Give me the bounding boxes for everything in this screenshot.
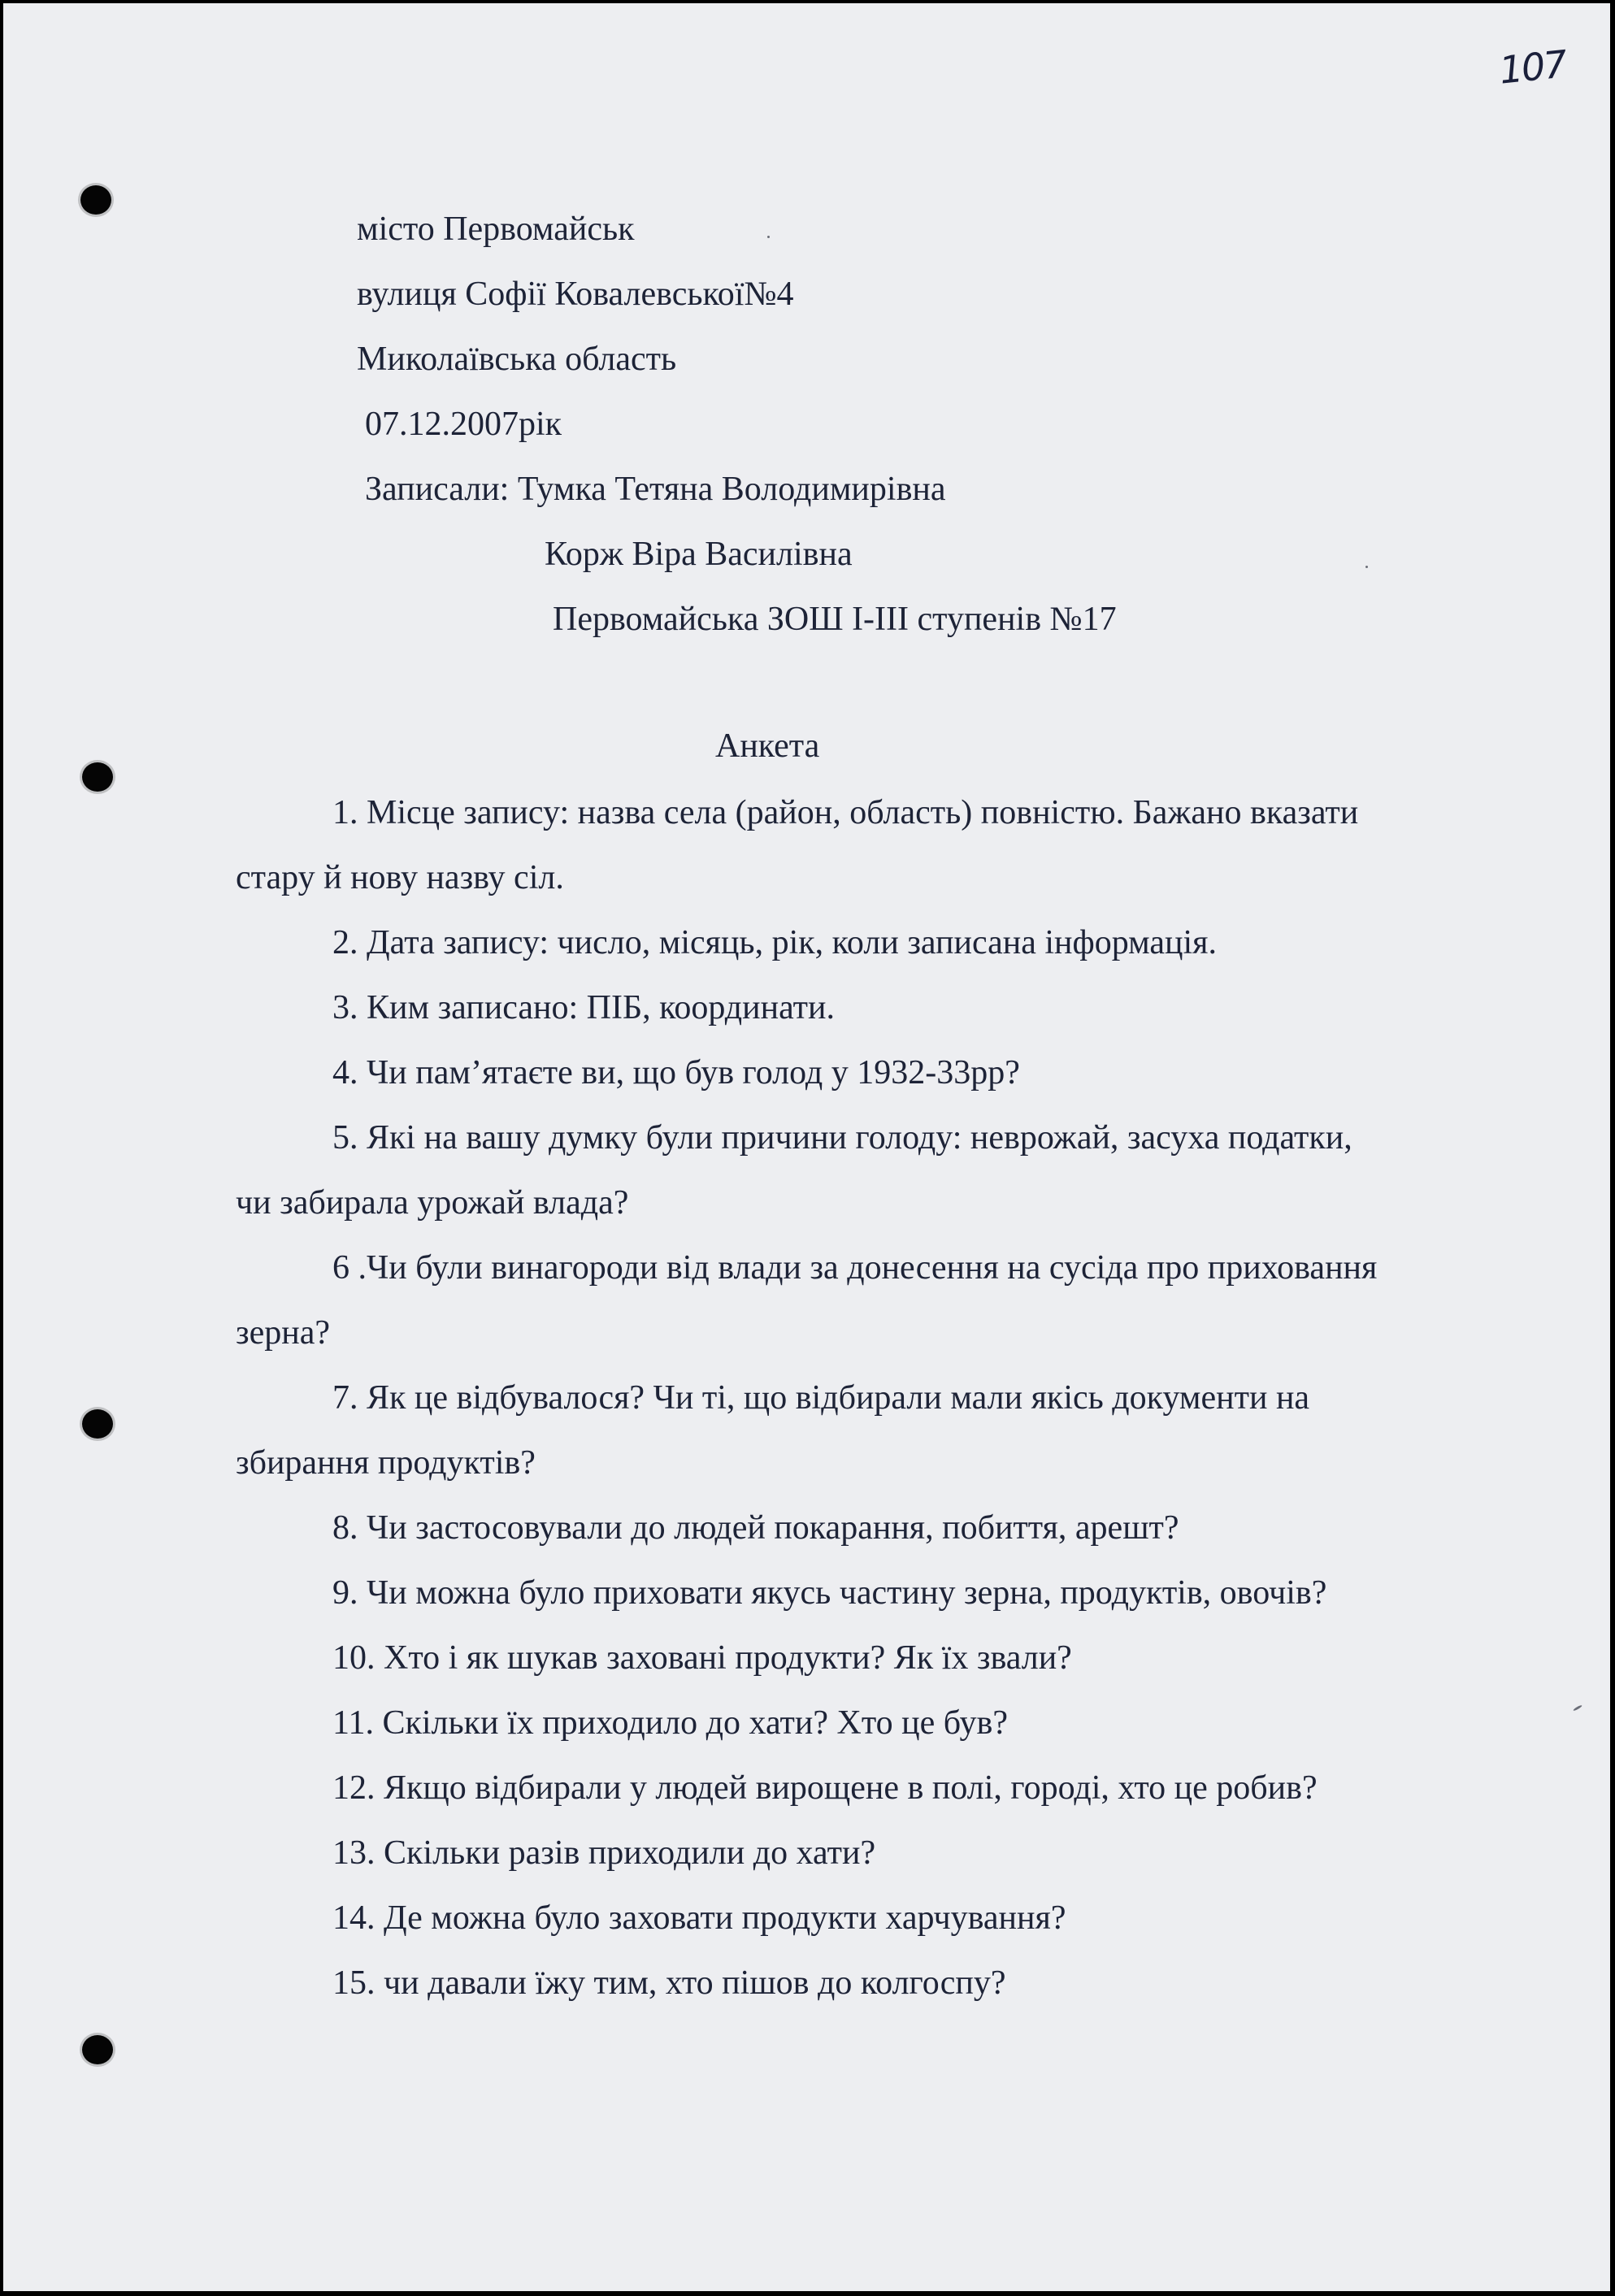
header-recorded-by: Записали: Тумка Тетяна Володимирівна xyxy=(365,471,946,508)
header-street: вулиця Софії Ковалевської№4 xyxy=(357,276,794,313)
question-line: 15. чи давали їжу тим, хто пішов до колгоспу? xyxy=(332,1964,1006,2002)
question-line: 3. Ким записано: ПІБ, координати. xyxy=(332,989,836,1026)
punch-hole xyxy=(82,762,113,792)
question-line: 6 .Чи були винагороди від влади за донесення на сусіда про приховання xyxy=(332,1249,1378,1287)
question-line: зерна? xyxy=(236,1314,330,1352)
header-city: місто Первомайськ xyxy=(357,211,635,248)
question-line: 10. Хто і як шукав заховані продукти? Як їх звали? xyxy=(332,1639,1072,1677)
question-line: стару й нову назву сіл. xyxy=(236,859,564,896)
header-region: Миколаївська область xyxy=(357,341,677,378)
question-line: збирання продуктів? xyxy=(236,1444,536,1482)
question-line: 4. Чи пам’ятаєте ви, що був голод у 1932-33рр? xyxy=(332,1054,1020,1092)
question-line: 11. Скільки їх приходило до хати? Хто це був? xyxy=(332,1704,1008,1742)
paper-speck xyxy=(1573,1704,1582,1712)
header-school: Первомайська ЗОШ I-III ступенів №17 xyxy=(553,601,1117,638)
question-line: 9. Чи можна було приховати якусь частину зерна, продуктів, овочів? xyxy=(332,1574,1327,1612)
question-line: 8. Чи застосовували до людей покарання, побиття, арешт? xyxy=(332,1509,1179,1547)
question-line: 12. Якщо відбирали у людей вирощене в полі, городі, хто це робив? xyxy=(332,1769,1318,1807)
punch-hole xyxy=(82,2035,113,2064)
punch-hole xyxy=(80,185,111,215)
question-line: 1. Місце запису: назва села (район, область) повністю. Бажано вказати xyxy=(332,794,1359,831)
question-line: 14. Де можна було заховати продукти харчування? xyxy=(332,1899,1066,1937)
header-date: 07.12.2007рік xyxy=(365,406,562,443)
paper-speck xyxy=(767,236,770,238)
questionnaire-title: Анкета xyxy=(715,727,820,765)
question-line: 5. Які на вашу думку були причини голоду: неврожай, засуха податки, xyxy=(332,1119,1352,1157)
question-line: чи забирала урожай влада? xyxy=(236,1184,629,1222)
page-number: 107 xyxy=(1497,41,1569,93)
punch-hole xyxy=(82,1409,113,1439)
question-line: 2. Дата запису: число, місяць, рік, коли записана інформація. xyxy=(332,924,1217,961)
question-line: 7. Як це відбувалося? Чи ті, що відбирали мали якісь документи на xyxy=(332,1379,1310,1417)
document-page xyxy=(3,3,1610,2291)
header-recorder-two: Корж Віра Василівна xyxy=(545,536,853,573)
paper-speck xyxy=(1365,566,1368,568)
question-line: 13. Скільки разів приходили до хати? xyxy=(332,1834,876,1872)
